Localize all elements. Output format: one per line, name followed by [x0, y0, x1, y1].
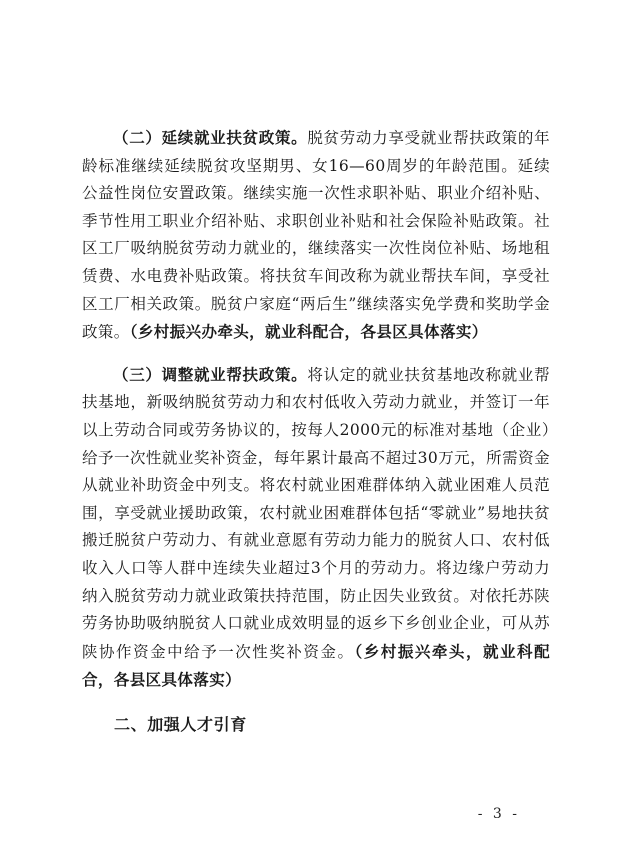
section-2-body: 脱贫劳动力享受就业帮扶政策的年龄标准继续延续脱贫攻坚期男、女16—60周岁的年龄范围。延续公益性岗位安置政策。继续实施一次性求职补贴、职业介绍补贴、季节性用工职业介绍补贴、求职创业补贴和社会保险补贴政策。社区工厂吸纳脱贫劳动力就业的，继续落实一次性岗位补贴、场地租赁费、水电费补贴政策。将扶贫车间改称为就业帮扶车间，享受社区工厂相关政策。脱贫户家庭“两后生”继续落实免学费和奖助学金政策。 — [82, 129, 550, 342]
section-2-responsibility: （乡村振兴办牵头，就业科配合，各县区具体落实） — [129, 322, 488, 342]
section-2-paragraph — [82, 124, 550, 347]
page-number: - 3 - — [477, 806, 520, 822]
section-3-responsibility: （乡村振兴牵头，就业科配合，各县区具体落实） — [82, 641, 550, 690]
section-2-title: （二）延续就业扶贫政策。 — [113, 128, 308, 147]
section-3-title: （三）调整就业帮扶政策。 — [113, 364, 308, 384]
section-3-body: 将认定的就业扶贫基地改称就业帮扶基地，新吸纳脱贫劳动力和农村低收入劳动力就业，并签订一年以上劳动合同或劳务协议的，按每人2000元的标准对基地（企业）给予一次性就业奖补资金，每年累计最高不超过30万元，所需资金从就业补助资金中列支。将农村就业困难群体纳入就业困难人员范围，享受就业援助政策，农村就业困难群体包括“零就业”易地扶贫搬迁脱贫户劳动力、有就业意愿有劳动力能力的脱贫人口、农村低收入人口等人群中连续失业超过3个月的劳动力。将边缘户劳动力纳入脱贫劳动力就业政策扶持范围，防止因失业致贫。对依托苏陕劳务协助吸纳脱贫人口就业成效明显的返乡下乡创业企业，可从苏陕协作资金中给予一次性奖补资金。 — [82, 365, 550, 661]
document-body — [82, 124, 550, 738]
section-3-paragraph — [82, 361, 550, 695]
chapter-heading: 二、加强人才引育 — [114, 714, 247, 734]
